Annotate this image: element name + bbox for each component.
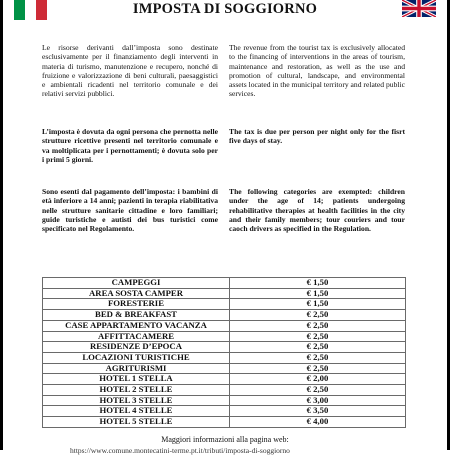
- tariff-row: [43, 299, 406, 310]
- tariff-row: [43, 342, 406, 353]
- tariff-row: [43, 320, 406, 331]
- italian-paragraph-exemptions: Sono esenti dal pagamento dell’imposta: i bambini di età inferiore a 14 anni; pazienti in terapia riabilitativa nelle strutture sanitarie cittadine e loro familiari; guide turistiche e autisti dei bus turistici come specificato nel Regolamento.: [42, 187, 218, 234]
- italian-paragraph-tax-due: L’imposta è dovuta da ogni persona che pernotta nelle strutture ricettive presenti nel territorio comunale e va moltiplicata per i pernottamenti; è dovuta solo per i primi 5 giorni.: [42, 127, 218, 164]
- tariff-row: [43, 288, 406, 299]
- tariff-category: HOTEL 5 STELLE: [43, 417, 230, 428]
- tariff-price: € 2,50: [230, 320, 406, 331]
- uk-flag-icon: [402, 0, 436, 17]
- tariff-price: € 2,50: [230, 331, 406, 342]
- page-border-left: [0, 0, 3, 450]
- tariff-row: [43, 417, 406, 428]
- english-paragraph-exemptions: The following categories are exempted: children under the age of 14; patients undergoing rehabilitative therapies at health facilities in the city and their family members; tour couriers and tour caoch drivers as specified in the Regulation.: [229, 187, 405, 234]
- tariff-price: € 1,50: [230, 288, 406, 299]
- page-header: [0, 0, 450, 22]
- english-paragraph-tax-due: The tax is due per person per night only for the fisrt five days of stay.: [229, 127, 405, 146]
- more-info-text: Maggiori informazioni alla pagina web:: [161, 435, 289, 444]
- tariff-category: AFFITTACAMERE: [43, 331, 230, 342]
- tariff-price: € 1,50: [230, 299, 406, 310]
- tariff-category: RESIDENZE D’EPOCA: [43, 342, 230, 353]
- tariff-row: [43, 363, 406, 374]
- page-title: IMPOSTA DI SOGGIORNO: [132, 1, 318, 17]
- tariff-category: FORESTERIE: [43, 299, 230, 310]
- tariff-category: HOTEL 4 STELLE: [43, 406, 230, 417]
- tariff-price: € 2,50: [230, 363, 406, 374]
- tariff-category: LOCAZIONI TURISTICHE: [43, 352, 230, 363]
- tariff-row: [43, 331, 406, 342]
- tariff-row: [43, 310, 406, 321]
- tariff-row: [43, 395, 406, 406]
- tariff-price: € 3,00: [230, 395, 406, 406]
- tariff-price: € 2,50: [230, 352, 406, 363]
- tariff-price: € 2,50: [230, 342, 406, 353]
- tariff-row: [43, 385, 406, 396]
- tariff-category: BED & BREAKFAST: [43, 310, 230, 321]
- tariff-price: € 2,50: [230, 310, 406, 321]
- tariff-price: € 4,00: [230, 417, 406, 428]
- tariff-price: € 2,50: [230, 385, 406, 396]
- tariff-category: AGRITURISMI: [43, 363, 230, 374]
- tariff-category: HOTEL 2 STELLE: [43, 385, 230, 396]
- tariff-table: [42, 277, 406, 428]
- tariff-row: [43, 352, 406, 363]
- tariff-price: € 3,50: [230, 406, 406, 417]
- more-info-link[interactable]: https://www.comune.montecatini-terme.pt.it/tributi/imposta-di-soggiorno: [70, 446, 290, 455]
- tariff-row: [43, 278, 406, 289]
- tariff-category: AREA SOSTA CAMPER: [43, 288, 230, 299]
- tariff-row: [43, 406, 406, 417]
- tariff-price: € 1,50: [230, 278, 406, 289]
- tariff-category: CAMPEGGI: [43, 278, 230, 289]
- english-paragraph-revenue: The revenue from the tourist tax is exclusively allocated to the financing of interventions in the areas of tourism, maintenance and restoration, as well as the use and promotion of cultural, landscape, and environmental assets located in the municipal territory and related public services.: [229, 43, 405, 99]
- tariff-category: HOTEL 3 STELLE: [43, 395, 230, 406]
- tariff-category: HOTEL 1 STELLA: [43, 374, 230, 385]
- tariff-category: CASE APPARTAMENTO VACANZA: [43, 320, 230, 331]
- italian-paragraph-revenue: Le risorse derivanti dall’imposta sono destinate esclusivamente per il finanziamento degli interventi in materia di turismo, manutenzione e recupero, nonché di fruizione e valorizzazione di beni culturali, paesaggistici e ambientali ricadenti nel territorio comunale e dei relativi servizi pubblici.: [42, 43, 218, 99]
- tariff-price: € 2,00: [230, 374, 406, 385]
- tariff-row: [43, 374, 406, 385]
